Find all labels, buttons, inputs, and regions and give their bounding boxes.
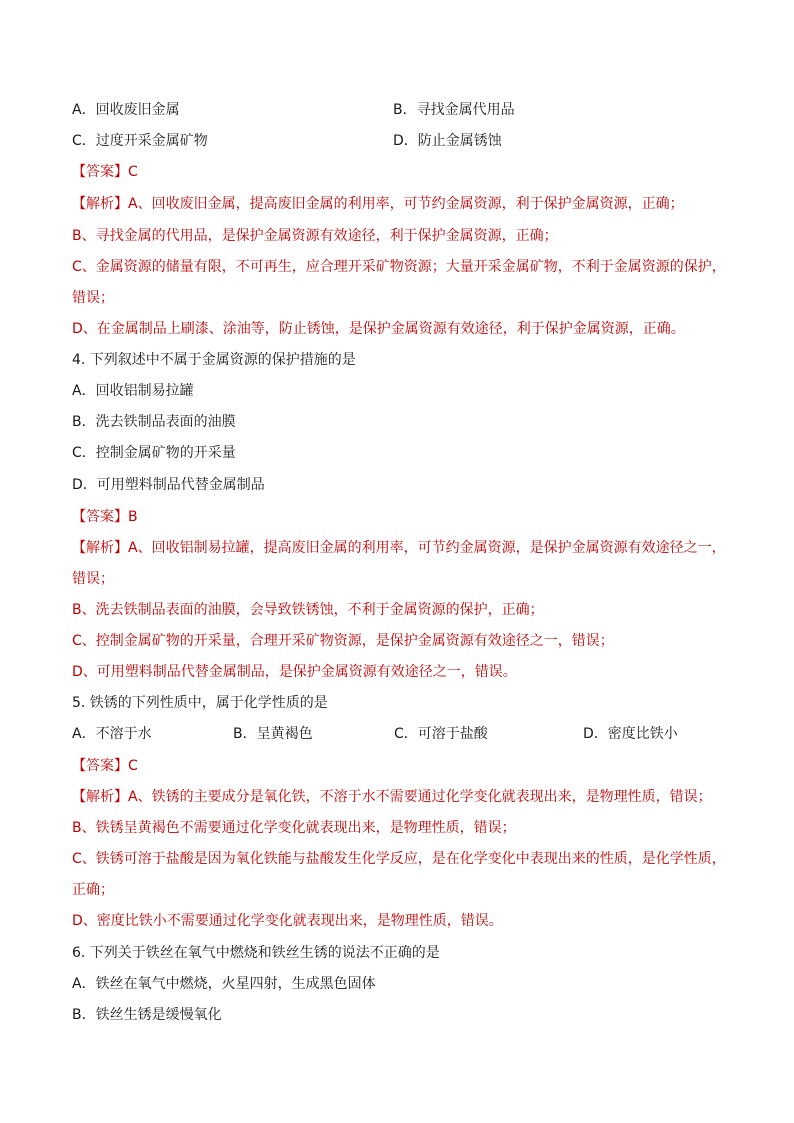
q4-option-c: C．控制金属矿物的开采量 — [72, 445, 236, 461]
q3-option-b: B．寻找金属代用品 — [393, 102, 515, 118]
q6-stem: 6. 下列关于铁丝在氧气中燃烧和铁丝生锈的说法不正确的是 — [72, 945, 440, 961]
analysis-tag: 【解析】 — [72, 789, 128, 805]
q4-answer — [72, 507, 138, 527]
q5-analysis-line-4: 正确； — [72, 882, 114, 898]
q4-analysis-line-3: B、洗去铁制品表面的油膜，会导致铁锈蚀，不利于金属资源的保护，正确； — [72, 602, 544, 618]
q4-stem: 4. 下列叙述中不属于金属资源的保护措施的是 — [72, 352, 356, 368]
q4-analysis-line-4: C、控制金属矿物的开采量，合理开采矿物资源，是保护金属资源有效途径之一，错误； — [72, 633, 614, 649]
analysis-tag: 【解析】 — [72, 196, 128, 212]
q3-analysis-line-5: D、在金属制品上刷漆、涂油等，防止锈蚀，是保护金属资源有效途径，利于保护金属资源，正确。 — [72, 321, 685, 337]
analysis-text: A、铁锈的主要成分是氧化铁，不溶于水不需要通过化学变化就表现出来，是物理性质，错误； — [128, 789, 712, 805]
q5-option-d: D．密度比铁小 — [583, 726, 678, 742]
q4-option-d: D．可用塑料制品代替金属制品 — [72, 477, 265, 493]
q5-analysis-line-3: C、铁锈可溶于盐酸是因为氧化铁能与盐酸发生化学反应，是在化学变化中表现出来的性质，是化学性质， — [72, 851, 726, 867]
q5-option-b: B．呈黄褐色 — [233, 726, 313, 742]
q5-analysis-line-2: B、铁锈呈黄褐色不需要通过化学变化就表现出来，是物理性质，错误； — [72, 820, 516, 836]
q3-answer — [72, 162, 138, 182]
q4-option-b: B．洗去铁制品表面的油膜 — [72, 414, 236, 430]
answer-tag: 【答案】 — [72, 164, 128, 180]
analysis-text: A、回收铝制易拉罐，提高废旧金属的利用率，可节约金属资源，是保护金属资源有效途径之一， — [128, 540, 726, 556]
q3-analysis-line-4: 错误； — [72, 290, 114, 306]
q5-option-a: A．不溶于水 — [72, 726, 152, 742]
answer-value: C — [128, 758, 138, 774]
answer-value: B — [128, 509, 138, 525]
q6-option-b: B．铁丝生锈是缓慢氧化 — [72, 1007, 222, 1023]
q5-option-c: C．可溶于盐酸 — [394, 726, 488, 742]
answer-value: C — [128, 164, 138, 180]
q3-analysis-line-3: C、金属资源的储量有限，不可再生，应合理开采矿物资源；大量开采金属矿物，不利于金属资源的保护， — [72, 259, 726, 275]
q4-analysis-line-2: 错误； — [72, 571, 114, 587]
answer-tag: 【答案】 — [72, 758, 128, 774]
q4-option-a: A．回收铝制易拉罐 — [72, 383, 194, 399]
analysis-tag: 【解析】 — [72, 540, 128, 556]
q5-stem: 5. 铁锈的下列性质中，属于化学性质的是 — [72, 695, 328, 711]
q5-analysis-line-5: D、密度比铁小不需要通过化学变化就表现出来，是物理性质，错误。 — [72, 913, 503, 929]
q4-analysis-line-1 — [72, 538, 726, 558]
answer-tag: 【答案】 — [72, 509, 128, 525]
q3-analysis-line-1 — [72, 194, 684, 214]
q4-analysis-line-5: D、可用塑料制品代替金属制品，是保护金属资源有效途径之一，错误。 — [72, 664, 517, 680]
q5-analysis-line-1 — [72, 787, 712, 807]
q5-answer — [72, 756, 138, 776]
q3-option-c: C．过度开采金属矿物 — [72, 133, 208, 149]
q3-option-a: A．回收废旧金属 — [72, 102, 180, 118]
q3-analysis-line-2: B、寻找金属的代用品，是保护金属资源有效途径，利于保护金属资源，正确； — [72, 228, 558, 244]
analysis-text: A、回收废旧金属，提高废旧金属的利用率，可节约金属资源，利于保护金属资源，正确； — [128, 196, 684, 212]
q6-option-a: A．铁丝在氧气中燃烧，火星四射，生成黑色固体 — [72, 976, 376, 992]
q3-option-d: D．防止金属锈蚀 — [393, 133, 502, 149]
